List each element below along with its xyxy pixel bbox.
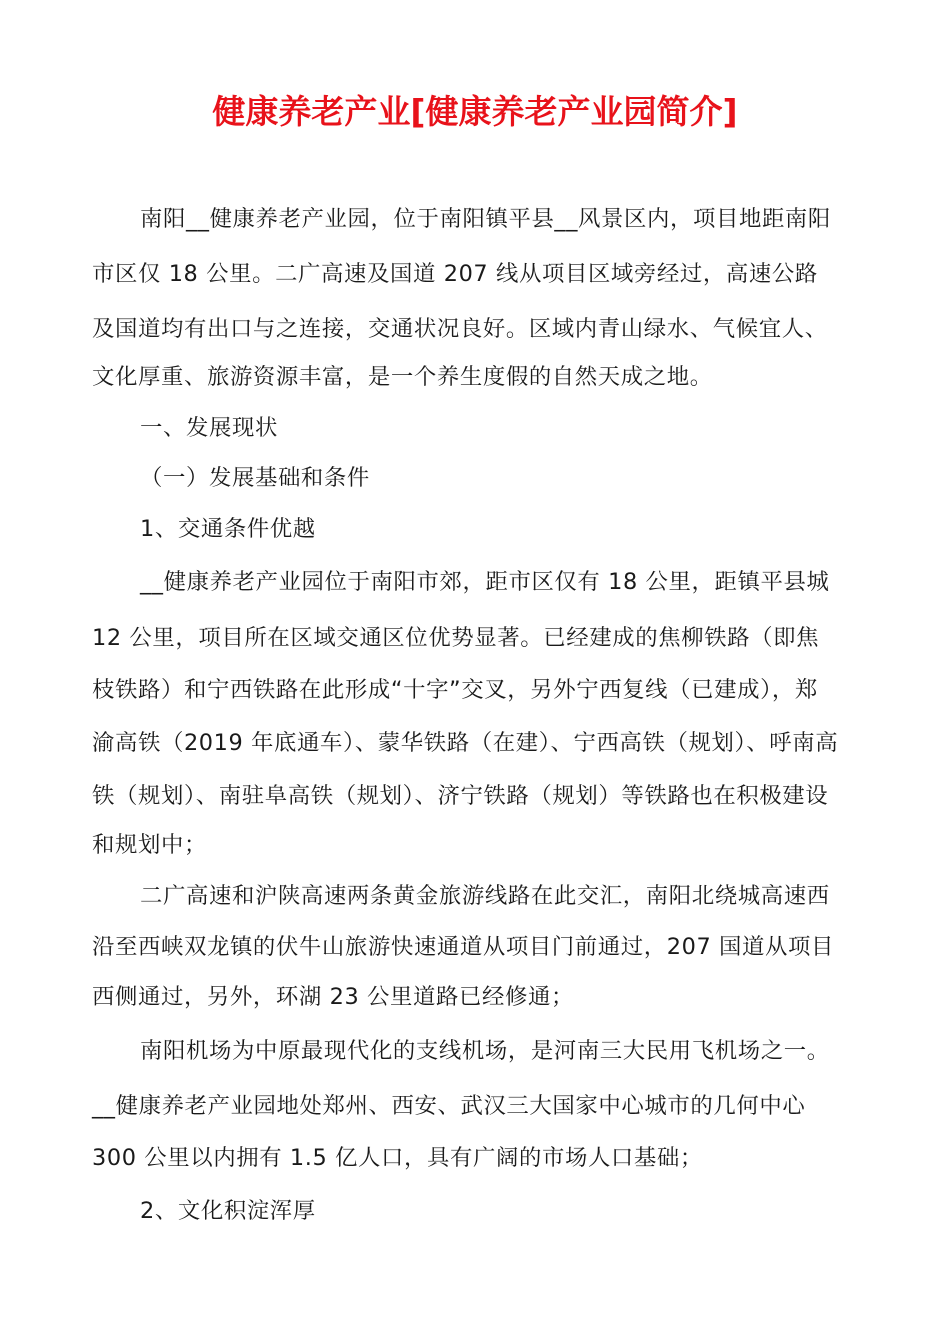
text-line: 渝高铁（2019 年底通车）、蒙华铁路（在建）、宁西高铁（规划）、呼南高: [92, 730, 839, 756]
text-line: __健康养老产业园地处郑州、西安、武汉三大国家中心城市的几何中心: [92, 1093, 806, 1119]
text-line: 和规划中；: [92, 832, 207, 858]
text-line: 枝铁路）和宁西铁路在此形成“十字”交叉，另外宁西复线（已建成），郑: [92, 677, 818, 703]
text-line: 文化厚重、旅游资源丰富，是一个养生度假的自然天成之地。: [92, 364, 713, 390]
document-title: 健康养老产业[健康养老产业园简介]: [212, 92, 738, 131]
text-line: __健康养老产业园位于南阳市郊，距市区仅有 18 公里，距镇平县城: [140, 569, 830, 595]
text-line: 12 公里，项目所在区域交通区位优势显著。已经建成的焦柳铁路（即焦: [92, 625, 820, 651]
text-line: 二广高速和沪陕高速两条黄金旅游线路在此交汇，南阳北绕城高速西: [140, 883, 830, 909]
item-heading: 1、交通条件优越: [140, 516, 316, 542]
item-heading: 2、文化积淀浑厚: [140, 1198, 316, 1224]
text-line: 南阳机场为中原最现代化的支线机场，是河南三大民用飞机场之一。: [140, 1038, 830, 1064]
text-line: 300 公里以内拥有 1.5 亿人口，具有广阔的市场人口基础；: [92, 1145, 703, 1171]
text-line: 及国道均有出口与之连接，交通状况良好。区域内青山绿水、气候宜人、: [92, 316, 828, 342]
text-line: 西侧通过，另外，环湖 23 公里道路已经修通；: [92, 984, 574, 1010]
text-line: 沿至西峡双龙镇的伏牛山旅游快速通道从项目门前通过，207 国道从项目: [92, 934, 834, 960]
text-line: 南阳__健康养老产业园，位于南阳镇平县__风景区内，项目地距南阳: [140, 206, 831, 232]
section-heading: 一、发展现状: [140, 415, 278, 441]
subsection-heading: （一）发展基础和条件: [140, 465, 370, 491]
text-line: 市区仅 18 公里。二广高速及国道 207 线从项目区域旁经过，高速公路: [92, 261, 818, 287]
text-line: 铁（规划）、南驻阜高铁（规划）、济宁铁路（规划）等铁路也在积极建设: [92, 783, 829, 809]
